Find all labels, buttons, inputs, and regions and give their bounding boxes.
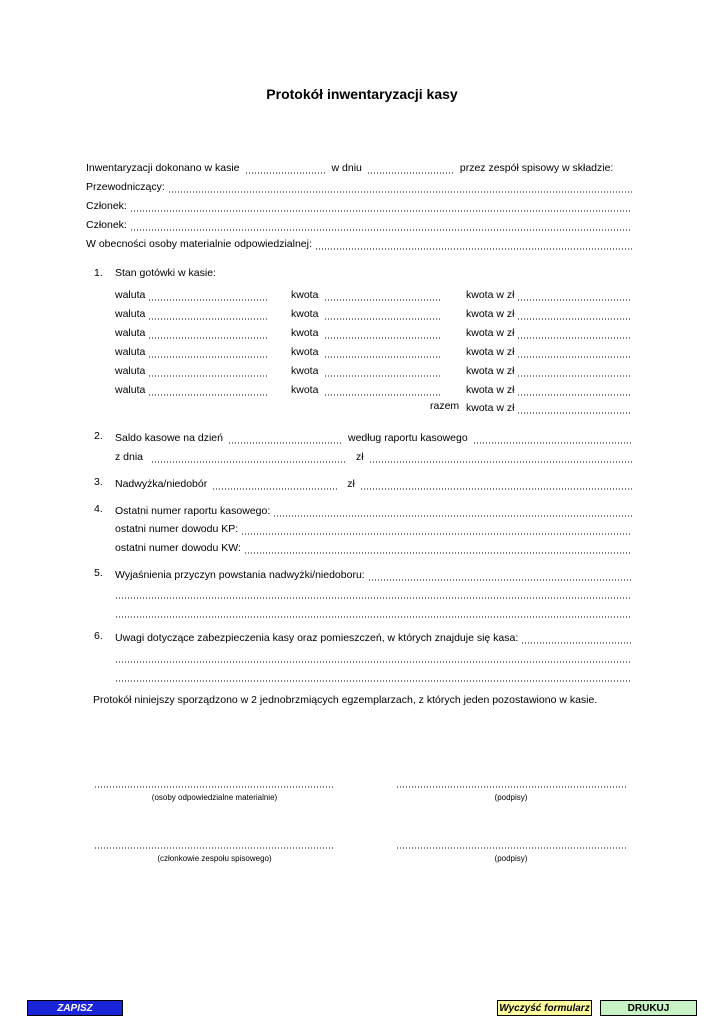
waluta-label: waluta <box>115 346 146 358</box>
waluta-label: waluta <box>115 365 146 377</box>
kwota-field[interactable] <box>324 291 442 301</box>
waluta-field[interactable] <box>148 348 267 358</box>
waluta-row <box>115 344 267 358</box>
kwota-zl-label: kwota w zł <box>466 365 515 377</box>
kwota-zl-row <box>466 363 632 377</box>
kwota-row <box>291 344 442 358</box>
kwota-zl-row <box>466 287 632 301</box>
kwota-label: kwota <box>291 346 319 358</box>
kwota-zl-field[interactable] <box>517 291 632 301</box>
nadwyzka-field[interactable] <box>212 480 337 490</box>
kwota-zl-label: kwota w zł <box>466 327 515 339</box>
date-field[interactable] <box>367 164 455 174</box>
kwota-zl-label: kwota w zł <box>466 384 515 396</box>
kp-label: ostatni numer dowodu KP: <box>115 523 239 535</box>
kwota-row <box>291 382 442 396</box>
saldo-label: Saldo kasowe na dzień <box>115 432 223 444</box>
kasa-field[interactable] <box>245 164 327 174</box>
waluta-field[interactable] <box>148 386 267 396</box>
waluta-row <box>115 287 267 301</box>
nadwyzka-row <box>115 476 632 490</box>
signature-line-team[interactable] <box>94 847 335 851</box>
saldo-zl-field[interactable] <box>369 453 632 463</box>
member2-field[interactable] <box>130 221 632 231</box>
kwota-label: kwota <box>291 365 319 377</box>
kwota-zl-row <box>466 325 632 339</box>
signature-line-team-sign[interactable] <box>396 847 626 851</box>
wyjasnienia-line-3 <box>115 604 632 618</box>
kwota-row <box>291 306 442 320</box>
z-dnia-label: z dnia <box>115 451 144 463</box>
waluta-field[interactable] <box>148 329 267 339</box>
member1-label: Członek: <box>86 200 127 212</box>
kwota-field[interactable] <box>324 348 442 358</box>
uwagi-field-3[interactable] <box>115 672 632 682</box>
signature-caption-material: (osoby odpowiedzialne materialnie) <box>151 793 278 802</box>
kwota-zl-row <box>466 344 632 358</box>
raport-nr-label: Ostatni numer raportu kasowego: <box>115 505 271 517</box>
member1-field[interactable] <box>130 202 632 212</box>
kwota-zl-row <box>466 382 632 396</box>
wyjasnienia-field-3[interactable] <box>115 608 632 618</box>
uwagi-label: Uwagi dotyczące zabezpieczenia kasy oraz pomieszczeń, w których znajduje się kasa: <box>115 632 519 644</box>
saldo-zl-label: zł <box>356 451 364 463</box>
waluta-label: waluta <box>115 308 146 320</box>
uwagi-field-2[interactable] <box>115 653 632 663</box>
member2-row <box>86 217 632 231</box>
clear-form-button[interactable]: Wyczyść formularz <box>497 1000 592 1016</box>
kw-field[interactable] <box>244 544 632 554</box>
signature-caption-podpisy-2: (podpisy) <box>494 854 528 863</box>
raport-nr-field[interactable] <box>273 507 632 517</box>
print-button[interactable]: DRUKUJ <box>600 1000 697 1016</box>
waluta-label: waluta <box>115 384 146 396</box>
nadwyzka-zl-field[interactable] <box>360 480 632 490</box>
kw-label: ostatni numer dowodu KW: <box>115 542 241 554</box>
waluta-field[interactable] <box>148 310 267 320</box>
razem-kwota-zl-label: kwota w zł <box>466 402 515 414</box>
section2-number: 2. <box>94 430 103 442</box>
razem-kwota-zl-field[interactable] <box>517 404 632 414</box>
signature-caption-podpisy-1: (podpisy) <box>494 793 528 802</box>
signature-line-material-sign[interactable] <box>396 786 626 790</box>
kwota-zl-field[interactable] <box>517 310 632 320</box>
waluta-row <box>115 363 267 377</box>
signature-caption-team: (członkowie zespołu spisowego) <box>157 854 272 863</box>
kwota-zl-field[interactable] <box>517 386 632 396</box>
uwagi-row <box>115 630 632 644</box>
signature-line-material[interactable] <box>94 786 335 790</box>
waluta-row <box>115 382 267 396</box>
intro-kasa-label: Inwentaryzacji dokonano w kasie <box>86 162 240 174</box>
section4-number: 4. <box>94 503 103 515</box>
intro-team-label: przez zespół spisowy w składzie: <box>459 162 614 174</box>
wedlug-label: według raportu kasowego <box>348 432 468 444</box>
kwota-label: kwota <box>291 384 319 396</box>
raport-field[interactable] <box>473 434 632 444</box>
waluta-field[interactable] <box>148 291 267 301</box>
kwota-label: kwota <box>291 308 319 320</box>
wyjasnienia-field-2[interactable] <box>115 589 632 599</box>
kwota-zl-field[interactable] <box>517 367 632 377</box>
kwota-row <box>291 363 442 377</box>
razem-label: razem <box>430 400 460 412</box>
razem-row <box>466 400 632 414</box>
kp-field[interactable] <box>241 525 632 535</box>
nadwyzka-label: Nadwyżka/niedobór <box>115 478 208 490</box>
kwota-row <box>291 325 442 339</box>
page-title: Protokół inwentaryzacji kasy <box>266 86 458 102</box>
kwota-field[interactable] <box>324 386 442 396</box>
member1-row <box>86 198 632 212</box>
saldo-row <box>115 430 632 444</box>
kwota-field[interactable] <box>324 310 442 320</box>
section1-label: Stan gotówki w kasie: <box>115 267 216 279</box>
saldo-date-field[interactable] <box>228 434 343 444</box>
kwota-zl-label: kwota w zł <box>466 346 515 358</box>
waluta-row <box>115 325 267 339</box>
kp-row <box>115 521 632 535</box>
waluta-label: waluta <box>115 327 146 339</box>
section6-number: 6. <box>94 630 103 642</box>
kwota-zl-field[interactable] <box>517 329 632 339</box>
intro-date-label: w dniu <box>331 162 362 174</box>
kwota-field[interactable] <box>324 329 442 339</box>
presence-row <box>86 236 632 250</box>
kwota-label: kwota <box>291 327 319 339</box>
uwagi-line-3 <box>115 668 632 682</box>
save-button[interactable]: ZAPISZ <box>27 1000 123 1016</box>
kwota-zl-row <box>466 306 632 320</box>
section1-number: 1. <box>94 267 103 279</box>
wyjasnienia-label: Wyjaśnienia przyczyn powstania nadwyżki/niedoboru: <box>115 569 365 581</box>
section5-number: 5. <box>94 567 103 579</box>
waluta-label: waluta <box>115 289 146 301</box>
kwota-zl-label: kwota w zł <box>466 289 515 301</box>
wyjasnienia-field[interactable] <box>368 571 632 581</box>
chair-label: Przewodniczący: <box>86 181 165 193</box>
kwota-field[interactable] <box>324 367 442 377</box>
closing-statement: Protokół niniejszy sporządzono w 2 jednobrzmiących egzemplarzach, z których jeden pozostawiono w kasie. <box>93 694 598 706</box>
wyjasnienia-line-2 <box>115 585 632 599</box>
z-dnia-field[interactable] <box>151 453 346 463</box>
kwota-zl-label: kwota w zł <box>466 308 515 320</box>
kwota-label: kwota <box>291 289 319 301</box>
z-dnia-row <box>115 449 632 463</box>
chair-field[interactable] <box>168 183 632 193</box>
raport-nr-row <box>115 503 632 517</box>
member2-label: Członek: <box>86 219 127 231</box>
nadwyzka-zl-label: zł <box>347 478 355 490</box>
waluta-field[interactable] <box>148 367 267 377</box>
chair-row <box>86 179 632 193</box>
kw-row <box>115 540 632 554</box>
presence-label: W obecności osoby materialnie odpowiedzialnej: <box>86 238 312 250</box>
intro-line-1 <box>86 160 632 174</box>
kwota-zl-field[interactable] <box>517 348 632 358</box>
presence-field[interactable] <box>315 240 632 250</box>
section3-number: 3. <box>94 476 103 488</box>
kwota-row <box>291 287 442 301</box>
waluta-row <box>115 306 267 320</box>
uwagi-field[interactable] <box>521 634 632 644</box>
uwagi-line-2 <box>115 649 632 663</box>
wyjasnienia-row <box>115 567 632 581</box>
